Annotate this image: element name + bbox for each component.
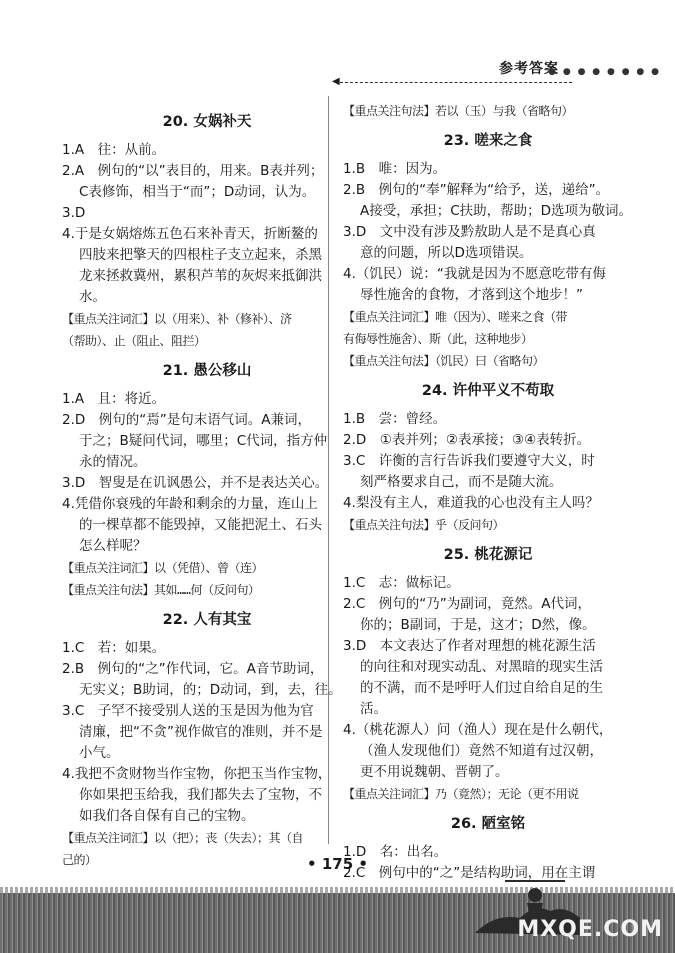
right-column <box>343 100 633 884</box>
answer-line: 你如果把玉给我，我们都失去了宝物，不 <box>79 787 322 803</box>
answer-line: 3.D 本文表达了作者对理想的桃花源生活 <box>343 638 596 654</box>
answer-line: 2.C 例句中的“之”是结构助词，用在主谓 <box>343 865 596 881</box>
page-header <box>0 0 675 90</box>
answer-line: 2.D ①表并列；②表承接；③④表转折。 <box>343 432 591 448</box>
watermark: MXQE.COM <box>517 917 663 942</box>
arrow-left-icon: ◀ <box>332 76 340 87</box>
answer-line: 1.B 尝：曾经。 <box>343 411 447 427</box>
answer-line: 小气。 <box>79 745 120 761</box>
answer-line: 于之；B疑问代词，哪里；C代词，指方仲 <box>79 433 328 449</box>
answer-line: 的不满，而不是呼吁人们过自给自足的生 <box>360 680 603 696</box>
key-syntax-note: 【重点关注句法】若以（玉）与我（省略句） <box>343 104 574 118</box>
answer-line: 1.C 若：如果。 <box>62 640 166 656</box>
key-vocab-note: 【重点关注词汇】乃（竟然）；无论（更不用说 <box>343 787 579 801</box>
section-title: 23. 嗟来之食 <box>443 133 533 149</box>
key-vocab-note: 【重点关注词汇】以（凭借）、曾（连） <box>62 561 264 575</box>
answer-line: 四肢来把擎天的四根柱子支立起来，杀黑 <box>79 247 322 263</box>
answer-line: 4.（饥民）说：“我就是因为不愿意吃带有侮 <box>343 266 606 282</box>
answer-line: 3.C 子罕不接受别人送的玉是因为他为官 <box>62 703 314 719</box>
section-title: 25. 桃花源记 <box>443 547 533 563</box>
answer-line: 3.D 文中没有涉及黔敖助人是不是真心真 <box>343 224 596 240</box>
answer-line: 3.D 智叟是在讥讽愚公，并不是表达关心。 <box>62 475 329 491</box>
answer-line: 无实义；B助词，的；D动词，到，去，往。 <box>79 682 342 698</box>
answer-line: 4.（桃花源人）问（渔人）现在是什么朝代， <box>343 722 613 738</box>
answer-line: 水。 <box>79 289 106 305</box>
section-title: 21. 愚公移山 <box>162 363 252 379</box>
answer-line: 3.C 许衡的言行告诉我们要遵守大义，时 <box>343 453 595 469</box>
page-number: • 175 • <box>307 855 368 873</box>
answer-line: 活。 <box>360 701 387 717</box>
answer-line: 2.B 例句的“奉”解释为“给予，送，递给”。 <box>343 182 610 198</box>
answer-line: 4.梨没有主人，难道我的心也没有主人吗？ <box>343 495 599 511</box>
answer-line: A接受，承担；C扶助，帮助；D选项为敬词。 <box>360 203 633 219</box>
answer-line: 意的问题，所以D选项错误。 <box>360 245 533 261</box>
answer-line: 怎么样呢？ <box>79 538 147 554</box>
left-column <box>62 100 352 872</box>
answer-line: 2.C 例句的“乃”为副词，竟然。A代词， <box>343 596 592 612</box>
page-footer <box>0 855 675 953</box>
answer-line: 如我们各自保有自己的宝物。 <box>79 808 255 824</box>
key-syntax-note: 【重点关注句法】乎（反问句） <box>343 518 505 532</box>
answer-line: 1.A 且：将近。 <box>62 391 166 407</box>
answer-line: 1.D 名：出名。 <box>343 844 448 860</box>
answer-line: 的向往和对现实动乱、对黑暗的现实生活 <box>360 659 603 675</box>
answer-line: 辱性施舍的食物，才落到这个地步！” <box>360 287 583 303</box>
answer-line: 3.D <box>62 205 86 221</box>
answer-line: 4.凭借你衰残的年龄和剩余的力量，连山上 <box>62 496 318 512</box>
header-rule <box>340 82 572 83</box>
key-vocab-note: 【重点关注词汇】以（用来）、补（修补）、济 <box>62 312 292 326</box>
section-title: 24. 许仲平义不苟取 <box>421 383 555 399</box>
section-title: 26. 陋室铭 <box>450 816 526 832</box>
header-dots: ● ● ● ● ● ● ● ● <box>548 67 661 77</box>
answer-line: C表修饰，相当于“而”；D动词，认为。 <box>79 184 316 200</box>
answer-line: 清廉，把“不贪”视作做官的准则，并不是 <box>79 724 323 740</box>
answer-line: 你的；B副词，于是，这才；D然，像。 <box>360 617 596 633</box>
answer-line: 的一棵草都不能毁掉，又能把泥土、石头 <box>79 517 322 533</box>
key-syntax-note: 【重点关注句法】（饥民）曰（省略句） <box>343 354 545 368</box>
answer-line: （渔人发现他们）竟然不知道有过汉朝， <box>360 743 603 759</box>
header-title: 参考答案 <box>499 61 559 77</box>
answer-line: 刻严格要求自己，而不是随大流。 <box>360 474 563 490</box>
key-vocab-note: 【重点关注词汇】唯（因为）、嗟来之食（带 <box>343 310 568 324</box>
answer-line: 2.A 例句的“以”表目的，用来。B表并列； <box>62 163 324 179</box>
section-title: 22. 人有其宝 <box>162 612 252 628</box>
answer-line: 2.D 例句的“焉”是句末语气词。A兼词， <box>62 412 311 428</box>
key-syntax-note: 【重点关注句法】其如……何（反问句） <box>62 583 260 597</box>
answer-line: 更不用说魏朝、晋朝了。 <box>360 764 509 780</box>
answer-line: 1.B 唯：因为。 <box>343 161 447 177</box>
key-vocab-note: 【重点关注词汇】以（把）；丧（失去）；其（自 <box>62 831 304 845</box>
answer-line: 2.B 例句的“之”作代词，它。A音节助词， <box>62 661 324 677</box>
answer-line: 1.A 往：从前。 <box>62 142 166 158</box>
answer-line: 永的情况。 <box>79 454 147 470</box>
key-vocab-note: 有侮辱性施舍）、斯（此，这种地步） <box>343 332 533 346</box>
key-vocab-note: 己的） <box>62 853 97 867</box>
answer-line: 龙来拯救冀州，累积芦苇的灰烬来抵御洪 <box>79 268 322 284</box>
answer-line: 4.于是女娲熔炼五色石来补青天，折断鳌的 <box>62 226 318 242</box>
answer-line: 1.C 志：做标记。 <box>343 575 460 591</box>
key-vocab-note: （帮助）、止（阻止、阻拦） <box>62 334 206 348</box>
answer-line: 4.我把不贪财物当作宝物，你把玉当作宝物， <box>62 766 332 782</box>
section-title: 20. 女娲补天 <box>162 114 252 130</box>
